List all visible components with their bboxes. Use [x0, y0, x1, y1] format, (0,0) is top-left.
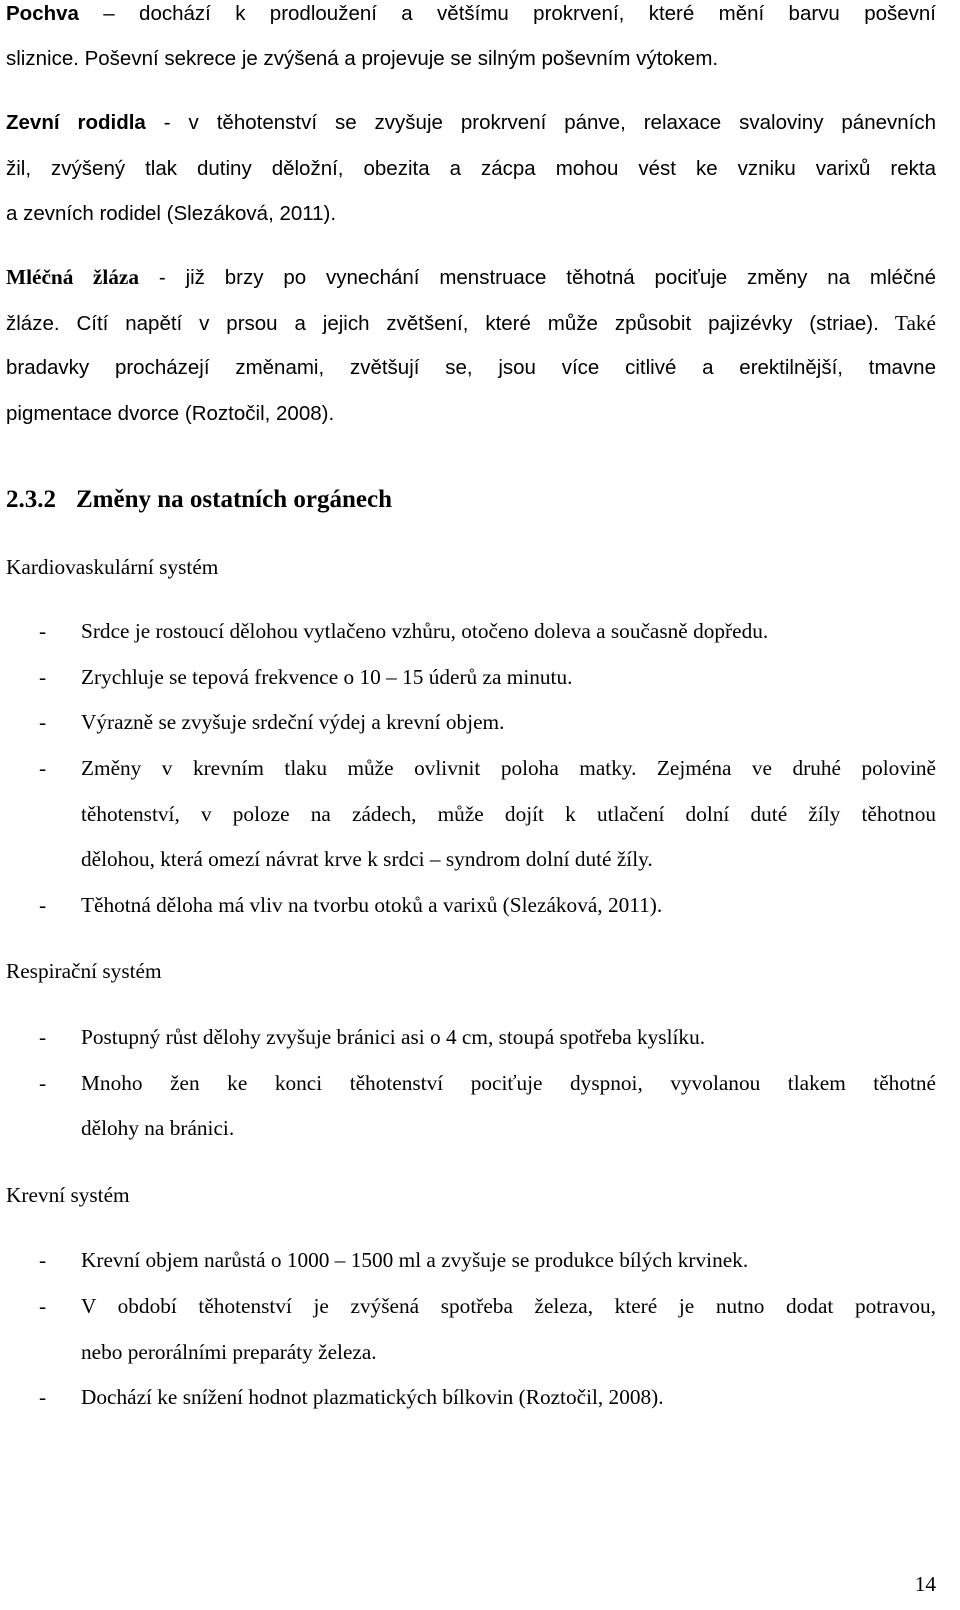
term-pochva: Pochva [6, 2, 79, 25]
list-item-continuation: nebo perorálními preparáty železa. [81, 1340, 377, 1364]
list-item: Krevní objem narůstá o 1000 – 1500 ml a zvyšuje se produkce bílých krvinek. [81, 1248, 749, 1272]
bullet-dash: - [39, 756, 47, 780]
term-zevni-rodidla: Zevní rodidla [6, 111, 146, 134]
term-mlecna-zlaza: Mléčná žláza [6, 265, 140, 289]
list-item: Změny v krevním tlaku může ovlivnit poloha matky. Zejména ve druhé polovině [81, 756, 936, 780]
paragraph-mlecna-line-2: žláze. Cítí napětí v prsou a jejich zvětšení, které může způsobit pajizévky (striae). Také [6, 311, 937, 335]
paragraph-mlecna-line-4: pigmentace dvorce (Roztočil, 2008). [6, 402, 335, 425]
bullet-dash: - [39, 1248, 47, 1272]
paragraph-pochva-line-2: sliznice. Poševní sekrece je zvýšená a projevuje se silným poševním výtokem. [6, 47, 719, 70]
list-item: Mnoho žen ke konci těhotenství pociťuje dyspnoi, vyvolanou tlakem těhotné [81, 1071, 936, 1095]
bullet-dash: - [39, 665, 47, 689]
list-item: Výrazně se zvyšuje srdeční výdej a krevní objem. [81, 710, 505, 734]
paragraph-zevni-line-1: Zevní rodidla - v těhotenství se zvyšuje prokrvení pánve, relaxace svaloviny pánevních [6, 111, 937, 134]
list-item: Postupný růst dělohy zvyšuje bránici asi o 4 cm, stoupá spotřeba kyslíku. [81, 1025, 706, 1049]
list-item: Těhotná děloha má vliv na tvorbu otoků a varixů (Slezáková, 2011). [81, 893, 663, 917]
section-number: 2.3.2 [6, 486, 56, 513]
subheading-krevni: Krevní systém [6, 1183, 130, 1207]
list-item-continuation: těhotenství, v poloze na zádech, může dojít k utlačení dolní duté žíly těhotnou [81, 802, 936, 826]
bullet-dash: - [39, 619, 47, 643]
section-title: Změny na ostatních orgánech [76, 486, 392, 513]
list-item: V období těhotenství je zvýšená spotřeba železa, které je nutno dodat potravou, [81, 1294, 936, 1318]
bullet-dash: - [39, 710, 47, 734]
document-page [6, 0, 936, 1610]
paragraph-mlecna-line-3: bradavky procházejí změnami, zvětšují se, jsou více citlivé a erektilnější, tmavne [6, 356, 936, 379]
paragraph-zevni-line-2: žil, zvýšený tlak dutiny děložní, obezita a zácpa mohou vést ke vzniku varixů rekta [6, 157, 936, 180]
section-heading [6, 487, 392, 512]
page-number: 14 [914, 1572, 936, 1596]
subheading-respiracni: Respirační systém [6, 959, 162, 983]
list-item: Zrychluje se tepová frekvence o 10 – 15 úderů za minutu. [81, 665, 573, 689]
list-item-continuation: dělohy na bránici. [81, 1116, 235, 1140]
list-item-continuation: dělohou, která omezí návrat krve k srdci – syndrom dolní duté žíly. [81, 847, 653, 871]
paragraph-mlecna-line-1: Mléčná žláza - již brzy po vynechání menstruace těhotná pociťuje změny na mléčné [6, 265, 936, 289]
list-item: Srdce je rostoucí dělohou vytlačeno vzhůru, otočeno doleva a současně dopředu. [81, 619, 769, 643]
bullet-dash: - [39, 1385, 47, 1409]
list-item: Dochází ke snížení hodnot plazmatických bílkovin (Roztočil, 2008). [81, 1385, 664, 1409]
bullet-dash: - [39, 1071, 47, 1095]
paragraph-zevni-line-3: a zevních rodidel (Slezáková, 2011). [6, 202, 337, 225]
paragraph-pochva-line-1: Pochva – dochází k prodloužení a většímu prokrvení, které mění barvu poševní [6, 2, 936, 25]
subheading-kardiovaskularni: Kardiovaskulární systém [6, 555, 219, 579]
bullet-dash: - [39, 1294, 47, 1318]
bullet-dash: - [39, 1025, 47, 1049]
bullet-dash: - [39, 893, 47, 917]
